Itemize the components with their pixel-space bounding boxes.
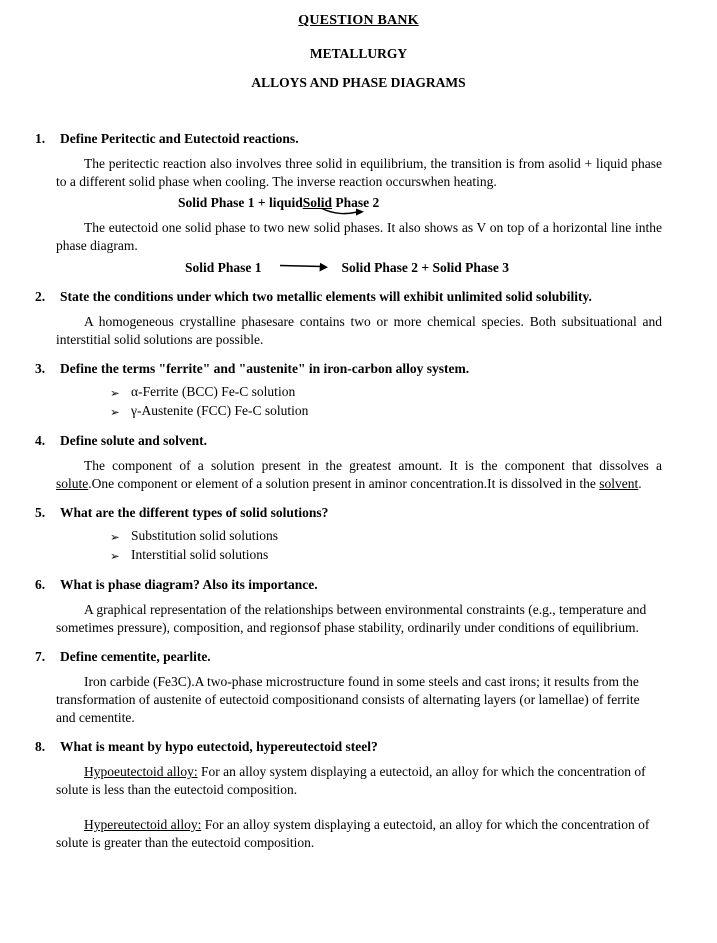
question-title: Define Peritectic and Eutectoid reactions. [60,131,299,146]
underlined-term-solvent: solvent [599,476,639,491]
question-title: What is meant by hypo eutectoid, hypereutectoid steel? [60,739,378,754]
question-list [35,130,662,852]
question-number: 3. [35,361,46,376]
formula-right: Solid Phase 2 + Solid Phase 3 [341,260,510,275]
answer-text: For an alloy system displaying a eutectoid, an alloy for which the concentration of solute is greater than the eutectoid composition. [56,817,650,850]
answer-body [35,457,662,493]
question-title: Define the terms "ferrite" and "austenite" in iron-carbon alloy system. [60,361,470,376]
answer-paragraph [56,457,662,493]
answer-body [35,313,662,349]
answer-paragraph: A homogeneous crystalline phasesare contains two or more chemical species. Both subsituational and interstitial solid solutions are possible. [56,314,662,347]
question-1 [35,130,662,277]
answer-body [35,155,662,277]
formula-left: Solid Phase 1 [185,260,262,275]
answer-text: The component of a solution present in the greatest amount. It is the component that dissolves a [84,458,662,473]
answer-body [35,601,662,637]
question-heading [35,576,662,594]
formula-underlined-term: Solid [302,195,333,210]
bullet-item [110,546,662,565]
formula-right: Phase 2 [332,195,380,210]
question-title: Define cementite, pearlite. [60,649,211,664]
question-heading [35,738,662,756]
question-7 [35,648,662,727]
answer-paragraph: Iron carbide (Fe3C).A two-phase microstructure found in some steels and cast irons; it results from the transformation of austenite of eutectoid compositionand consists of alternating layers (or lamellae) of ferrite and cementite. [56,674,640,725]
question-title: What is phase diagram? Also its importance. [60,577,318,592]
right-arrow-icon [278,261,330,274]
question-6 [35,576,662,637]
question-title: Define solute and solvent. [60,433,208,448]
bullet-item [110,527,662,546]
arrowhead-bullet-icon: ➢ [110,386,120,400]
question-number: 2. [35,289,46,304]
question-title: State the conditions under which two metallic elements will exhibit unlimited solid solubility. [60,289,592,304]
bullet-item [110,402,662,421]
question-3 [35,360,662,421]
question-number: 1. [35,131,46,146]
question-4 [35,432,662,493]
answer-body [35,763,662,852]
underlined-term-hypoeutectoid: Hypoeutectoid alloy: [84,764,198,779]
right-arrow-icon [321,206,367,219]
answer-paragraph [56,763,662,799]
bullet-text: Substitution solid solutions [131,528,279,543]
answer-paragraph: A graphical representation of the relationships between environmental constraints (e.g., temperature and sometimes pressure), composition, and regionsof phase stability, ordinarily under conditions of equilibrium. [56,602,647,635]
document-header [0,0,717,91]
question-heading [35,130,662,148]
question-number: 7. [35,649,46,664]
doc-subtitle-alloys: ALLOYS AND PHASE DIAGRAMS [251,75,466,90]
answer-body [35,673,662,727]
question-heading [35,288,662,306]
bullet-text: γ-Austenite (FCC) Fe-C solution [131,403,309,418]
underlined-term-hypereutectoid: Hypereutectoid alloy: [84,817,202,832]
question-heading [35,504,662,522]
answer-text: For an alloy system displaying a eutectoid, an alloy for which the concentration of solute is less than the eutectoid composition. [56,764,646,797]
bullet-list [110,527,662,565]
bullet-text: Interstitial solid solutions [131,547,269,562]
question-number: 4. [35,433,46,448]
answer-paragraph: The eutectoid one solid phase to two new solid phases. It also shows as V on top of a horizontal line inthe phase diagram. [56,220,662,253]
question-8 [35,738,662,852]
answer-text: .One component or element of a solution present in aminor concentration.It is dissolved in the [88,476,600,491]
question-2 [35,288,662,349]
bullet-text: α-Ferrite (BCC) Fe-C solution [131,384,296,399]
question-number: 8. [35,739,46,754]
question-number: 5. [35,505,46,520]
answer-paragraph [56,816,662,852]
question-number: 6. [35,577,46,592]
doc-subtitle-metallurgy: METALLURGY [309,46,408,61]
answer-text: . [638,476,642,491]
peritectic-reaction-formula [178,193,662,212]
question-heading [35,648,662,666]
bullet-item [110,383,662,402]
arrowhead-bullet-icon: ➢ [110,405,120,419]
question-heading [35,432,662,450]
arrowhead-bullet-icon: ➢ [110,549,120,563]
eutectoid-reaction-formula [185,258,662,277]
formula-left: Solid Phase 1 + liquid [178,195,303,210]
question-heading [35,360,662,378]
arrowhead-bullet-icon: ➢ [110,530,120,544]
answer-paragraph: The peritectic reaction also involves three solid in equilibrium, the transition is from asolid + liquid phase to a different solid phase when cooling. The inverse reaction occurswhen heating. [56,156,662,189]
question-5 [35,504,662,565]
question-title: What are the different types of solid solutions? [60,505,329,520]
underlined-term-solute: solute [56,476,89,491]
doc-title: QUESTION BANK [298,13,419,28]
bullet-list [110,383,662,421]
